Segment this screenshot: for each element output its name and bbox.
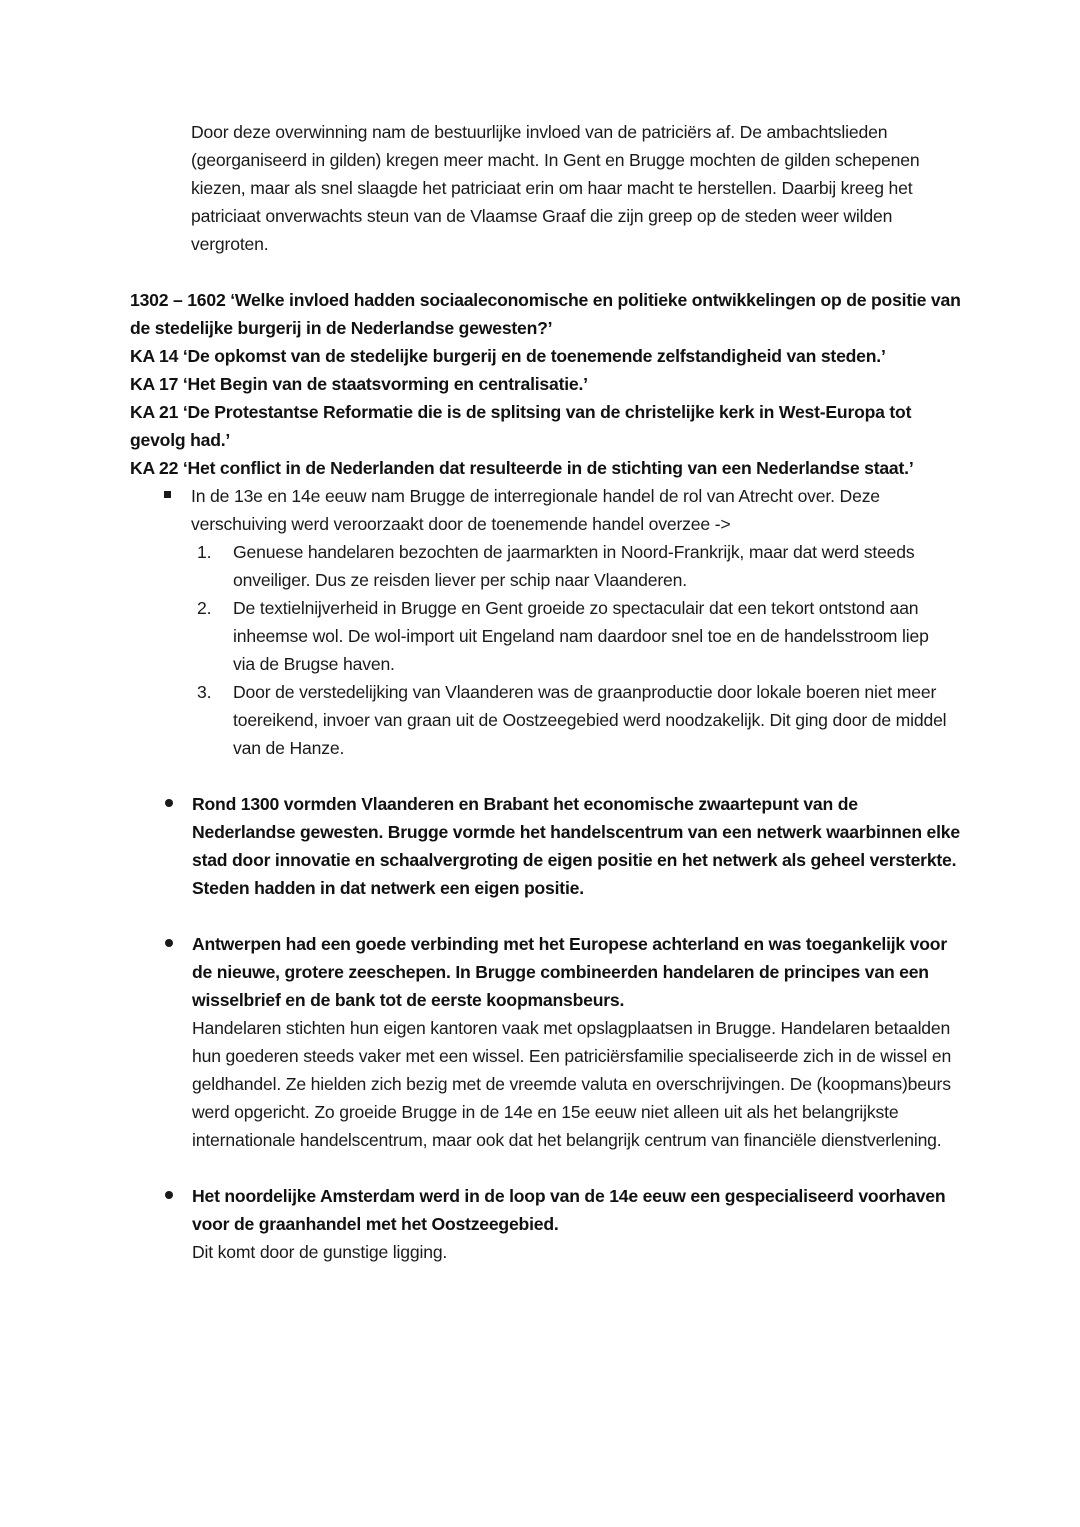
bullet-plain-text: Dit komt door de gunstige ligging. bbox=[192, 1242, 448, 1262]
list-item bbox=[197, 538, 952, 594]
bullet-bold-text: Het noordelijke Amsterdam werd in de loop van de 14e eeuw een gespecialiseerd voorhaven voor de graanhandel met het Oostzeegebied. bbox=[192, 1186, 946, 1234]
list-item bbox=[197, 678, 952, 762]
heading-line-period: 1302 – 1602 ‘Welke invloed hadden sociaaleconomische en politieke ontwikkelingen op de positie van de stedelijke burgerij in de Nederlandse gewesten?’ bbox=[130, 290, 961, 338]
heading-line-ka22: KA 22 ‘Het conflict in de Nederlanden dat resulteerde in de stichting van een Nederlandse staat.’ bbox=[130, 458, 914, 478]
section-spacer bbox=[0, 762, 1080, 790]
numbered-list bbox=[0, 538, 1080, 762]
list-number: 1. bbox=[197, 542, 212, 562]
round-bullet-list-3 bbox=[0, 1182, 1080, 1266]
bullet-plain-text: Handelaren stichten hun eigen kantoren vaak met opslagplaatsen in Brugge. Handelaren betaalden hun goederen steeds vaker met een wissel. Een patriciërsfamilie specialiseerde zich in de wissel en geldhandel. Ze hielden zich bezig met de vreemde valuta en overschrijvingen. De (koopmans)beurs werd opgericht. Zo groeide Brugge in de 14e en 15e eeuw niet alleen uit als het belangrijkste internationale handelscentrum, maar ook dat het belangrijk centrum van financiële dienstverlening. bbox=[192, 1018, 952, 1150]
bullet-bold-text: Rond 1300 vormden Vlaanderen en Brabant het economische zwaartepunt van de Nederlandse gewesten. Brugge vormde het handelscentrum van een netwerk waarbinnen elke stad door innovatie en schaalvergroting de eigen positie en het netwerk als geheel versterkte. Steden hadden in dat netwerk een eigen positie. bbox=[192, 794, 960, 898]
round-bullet-icon bbox=[165, 939, 173, 947]
heading-line-ka14: KA 14 ‘De opkomst van de stedelijke burgerij en de toenemende zelfstandigheid van steden.’ bbox=[130, 346, 886, 366]
heading-line-ka21: KA 21 ‘De Protestantse Reformatie die is de splitsing van de christelijke kerk in West-Europa tot gevolg had.’ bbox=[130, 402, 912, 450]
list-number: 3. bbox=[197, 682, 212, 702]
list-number: 2. bbox=[197, 598, 212, 618]
list-item bbox=[191, 482, 952, 538]
square-bullet-icon bbox=[164, 491, 171, 498]
round-bullet-list-1 bbox=[0, 790, 1080, 902]
list-item bbox=[192, 790, 962, 902]
section-spacer bbox=[0, 258, 1080, 286]
list-item bbox=[192, 1182, 962, 1266]
list-item bbox=[197, 594, 952, 678]
list-item-text: Genuese handelaren bezochten de jaarmarkten in Noord-Frankrijk, maar dat werd steeds onveiliger. Dus ze reisden liever per schip naar Vlaanderen. bbox=[233, 542, 915, 590]
round-bullet-icon bbox=[165, 1191, 173, 1199]
list-item-text: Door de verstedelijking van Vlaanderen was de graanproductie door lokale boeren niet meer toereikend, invoer van graan uit de Oostzeegebied werd noodzakelijk. Dit ging door de middel van de Hanze. bbox=[233, 682, 947, 758]
round-bullet-list-2 bbox=[0, 930, 1080, 1154]
bullet-bold-text: Antwerpen had een goede verbinding met het Europese achterland en was toegankelijk voor de nieuwe, grotere zeeschepen. In Brugge combineerden handelaren de principes van een wisselbrief en de bank tot de eerste koopmansbeurs. bbox=[192, 934, 947, 1010]
document-body bbox=[0, 118, 1080, 1266]
square-bullet-list bbox=[0, 482, 1080, 538]
heading-block bbox=[130, 286, 962, 482]
intro-paragraph: Door deze overwinning nam de bestuurlijke invloed van de patriciërs af. De ambachtslieden (georganiseerd in gilden) kregen meer macht. In Gent en Brugge mochten de gilden schepenen kiezen, maar als snel slaagde het patriciaat erin om haar macht te herstellen. Daarbij kreeg het patriciaat onverwachts steun van de Vlaamse Graaf die zijn greep op de steden weer wilden vergroten. bbox=[191, 122, 920, 254]
square-bullet-text: In de 13e en 14e eeuw nam Brugge de interregionale handel de rol van Atrecht over. Deze verschuiving werd veroorzaakt door de toenemende handel overzee -> bbox=[191, 486, 880, 534]
list-item-text: De textielnijverheid in Brugge en Gent groeide zo spectaculair dat een tekort ontstond aan inheemse wol. De wol-import uit Engeland nam daardoor snel toe en de handelsstroom liep via de Brugse haven. bbox=[233, 598, 929, 674]
heading-line-ka17: KA 17 ‘Het Begin van de staatsvorming en centralisatie.’ bbox=[130, 374, 588, 394]
section-spacer bbox=[0, 1154, 1080, 1182]
section-spacer bbox=[0, 902, 1080, 930]
round-bullet-icon bbox=[165, 799, 173, 807]
list-item bbox=[192, 930, 962, 1154]
